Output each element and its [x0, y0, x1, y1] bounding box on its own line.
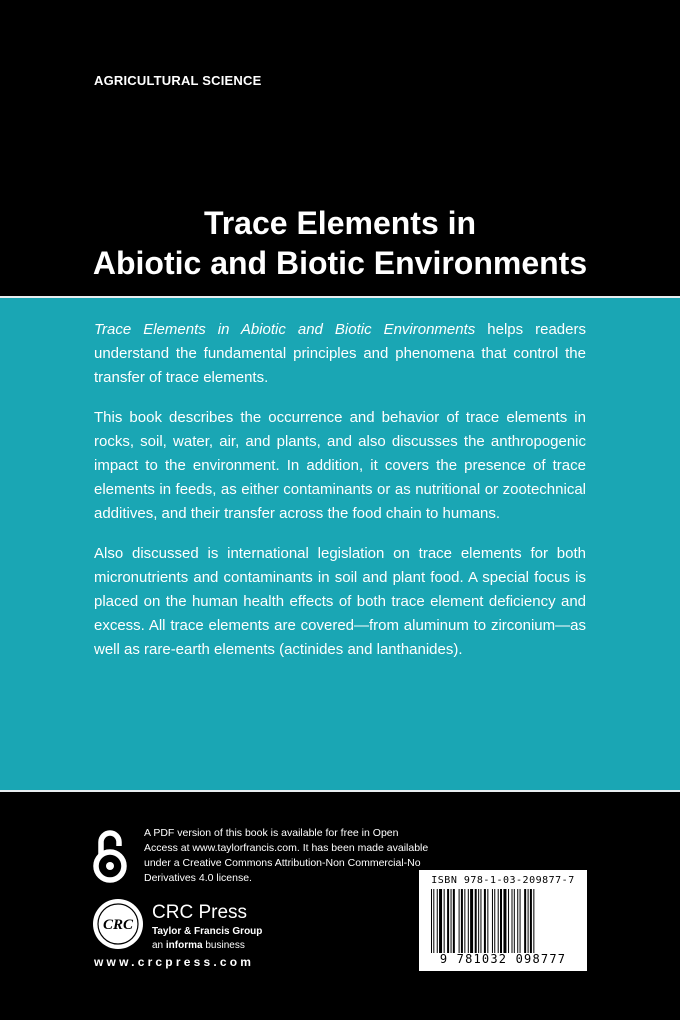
- barcode-bar: [480, 889, 481, 953]
- barcode-bar: [439, 889, 442, 953]
- barcode-bar: [512, 889, 513, 953]
- description-book-title: Trace Elements in Abiotic and Biotic Environments: [94, 321, 476, 338]
- barcode-bar: [468, 889, 469, 953]
- description-paragraph-1-text: helps readers understand the fundamental principles and phenomena that control the transfer of trace elements.: [94, 321, 586, 386]
- isbn-label: ISBN 978-1-03-209877-7: [431, 875, 575, 886]
- barcode-bar: [517, 889, 518, 953]
- barcode-bar: [528, 889, 529, 953]
- barcode-bar: [494, 889, 495, 953]
- book-description: [94, 318, 586, 678]
- publisher-name: CRC Press: [152, 902, 248, 923]
- informa-suffix: business: [202, 940, 245, 951]
- barcode-bar: [533, 889, 534, 953]
- publisher-group: Taylor & Francis Group: [152, 926, 263, 937]
- barcode-bar: [498, 889, 499, 953]
- barcode-bar: [520, 889, 521, 953]
- crc-press-logo: [92, 898, 144, 950]
- isbn-barcode: [419, 870, 587, 971]
- barcode-bar: [464, 889, 465, 953]
- informa-word: informa: [165, 940, 203, 951]
- barcode-bar: [524, 889, 526, 953]
- series-label: AGRICULTURAL SCIENCE: [94, 73, 262, 88]
- barcode-bar: [530, 889, 532, 953]
- crc-logo-text: CRC: [102, 917, 134, 933]
- barcode-bar: [484, 889, 486, 953]
- barcode-bar: [475, 889, 477, 953]
- barcode-bar: [514, 889, 515, 953]
- barcode-bars: [431, 889, 579, 953]
- book-title: [0, 203, 680, 283]
- barcode-bar: [453, 889, 455, 953]
- barcode-bar: [431, 889, 432, 953]
- publisher-url: www.crcpress.com: [94, 955, 255, 969]
- book-title-line-1: Trace Elements in: [203, 205, 477, 241]
- barcode-bar: [478, 889, 479, 953]
- description-paragraph-3: Also discussed is international legislation on trace elements for both micronutrients and contaminants in soil and plant food. A special focus is placed on the human health effects of both trace element deficiency and excess. All trace elements are covered—from aluminum to zirconium—as well as rare-earth elements (actinides and lanthanides).: [94, 545, 586, 658]
- barcode-bar: [470, 889, 473, 953]
- barcode-bar: [508, 889, 509, 953]
- barcode-bar: [492, 889, 493, 953]
- barcode-bar: [451, 889, 452, 953]
- book-title-line-2: Abiotic and Biotic Environments: [92, 245, 588, 281]
- barcode-bar: [500, 889, 502, 953]
- description-paragraph-2: This book describes the occurrence and behavior of trace elements in rocks, soil, water, air, and plants, and also discusses the anthropogenic impact to the environment. In addition, it covers the presence of trace elements in feeds, as either contaminants or as nutritional or zootechnical additives, and their transfer across the food chain to humans.: [94, 409, 586, 522]
- barcode-bar: [487, 889, 488, 953]
- open-access-lock-icon: [88, 826, 132, 884]
- barcode-bar: [503, 889, 506, 953]
- barcode-bar: [437, 889, 438, 953]
- description-paragraph-1: [94, 318, 586, 390]
- barcode-bar: [461, 889, 463, 953]
- informa-prefix: an: [152, 940, 166, 951]
- barcode-bar: [444, 889, 445, 953]
- open-access-notice: A PDF version of this book is available for free in Open Access at www.taylorfrancis.com. It has been made available under a Creative Commons Attribution-Non Commercial-No Derivatives 4.0 license.: [144, 827, 429, 884]
- informa-line: [152, 939, 245, 952]
- barcode-bar: [433, 889, 434, 953]
- barcode-bar: [447, 889, 449, 953]
- barcode-digits: 9 781032 098777: [439, 952, 567, 966]
- barcode-bar: [459, 889, 460, 953]
